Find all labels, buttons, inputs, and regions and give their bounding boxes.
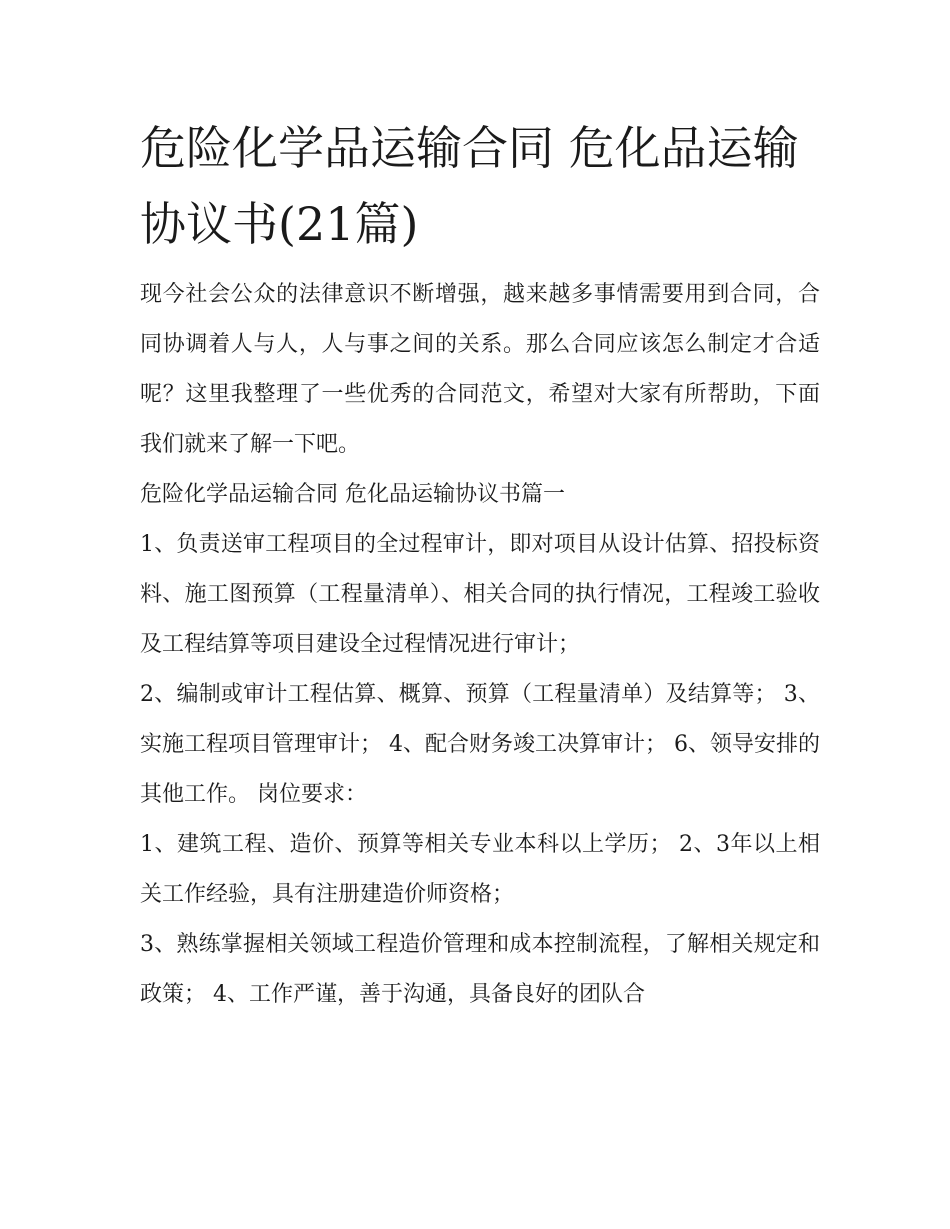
section-heading: 危险化学品运输合同 危化品运输协议书篇一: [140, 482, 565, 507]
duty-paragraph-1: 1、负责送审工程项目的全过程审计，即对项目从设计估算、招投标资料、施工图预算（工程量清单）、相关合同的执行情况，工程竣工验收及工程结算等项目建设全过程情况进行审计；: [140, 532, 820, 657]
requirement-paragraph-1: 1、建筑工程、造价、预算等相关专业本科以上学历； 2、3年以上相关工作经验，具有注册建造价师资格；: [140, 832, 820, 907]
document-page: [140, 110, 820, 1020]
duty-paragraph-2: 2、编制或审计工程估算、概算、预算（工程量清单）及结算等； 3、实施工程项目管理审计； 4、配合财务竣工决算审计； 6、领导安排的其他工作。 岗位要求：: [140, 682, 820, 807]
document-title: 危险化学品运输合同 危化品运输协议书(21篇): [140, 121, 799, 251]
requirement-paragraph-2: 3、熟练掌握相关领域工程造价管理和成本控制流程，了解相关规定和政策； 4、工作严谨，善于沟通，具备良好的团队合: [140, 932, 820, 1007]
intro-paragraph: 现今社会公众的法律意识不断增强，越来越多事情需要用到合同，合同协调着人与人，人与事之间的关系。那么合同应该怎么制定才合适呢？这里我整理了一些优秀的合同范文，希望对大家有所帮助，下面我们就来了解一下吧。: [140, 282, 820, 457]
